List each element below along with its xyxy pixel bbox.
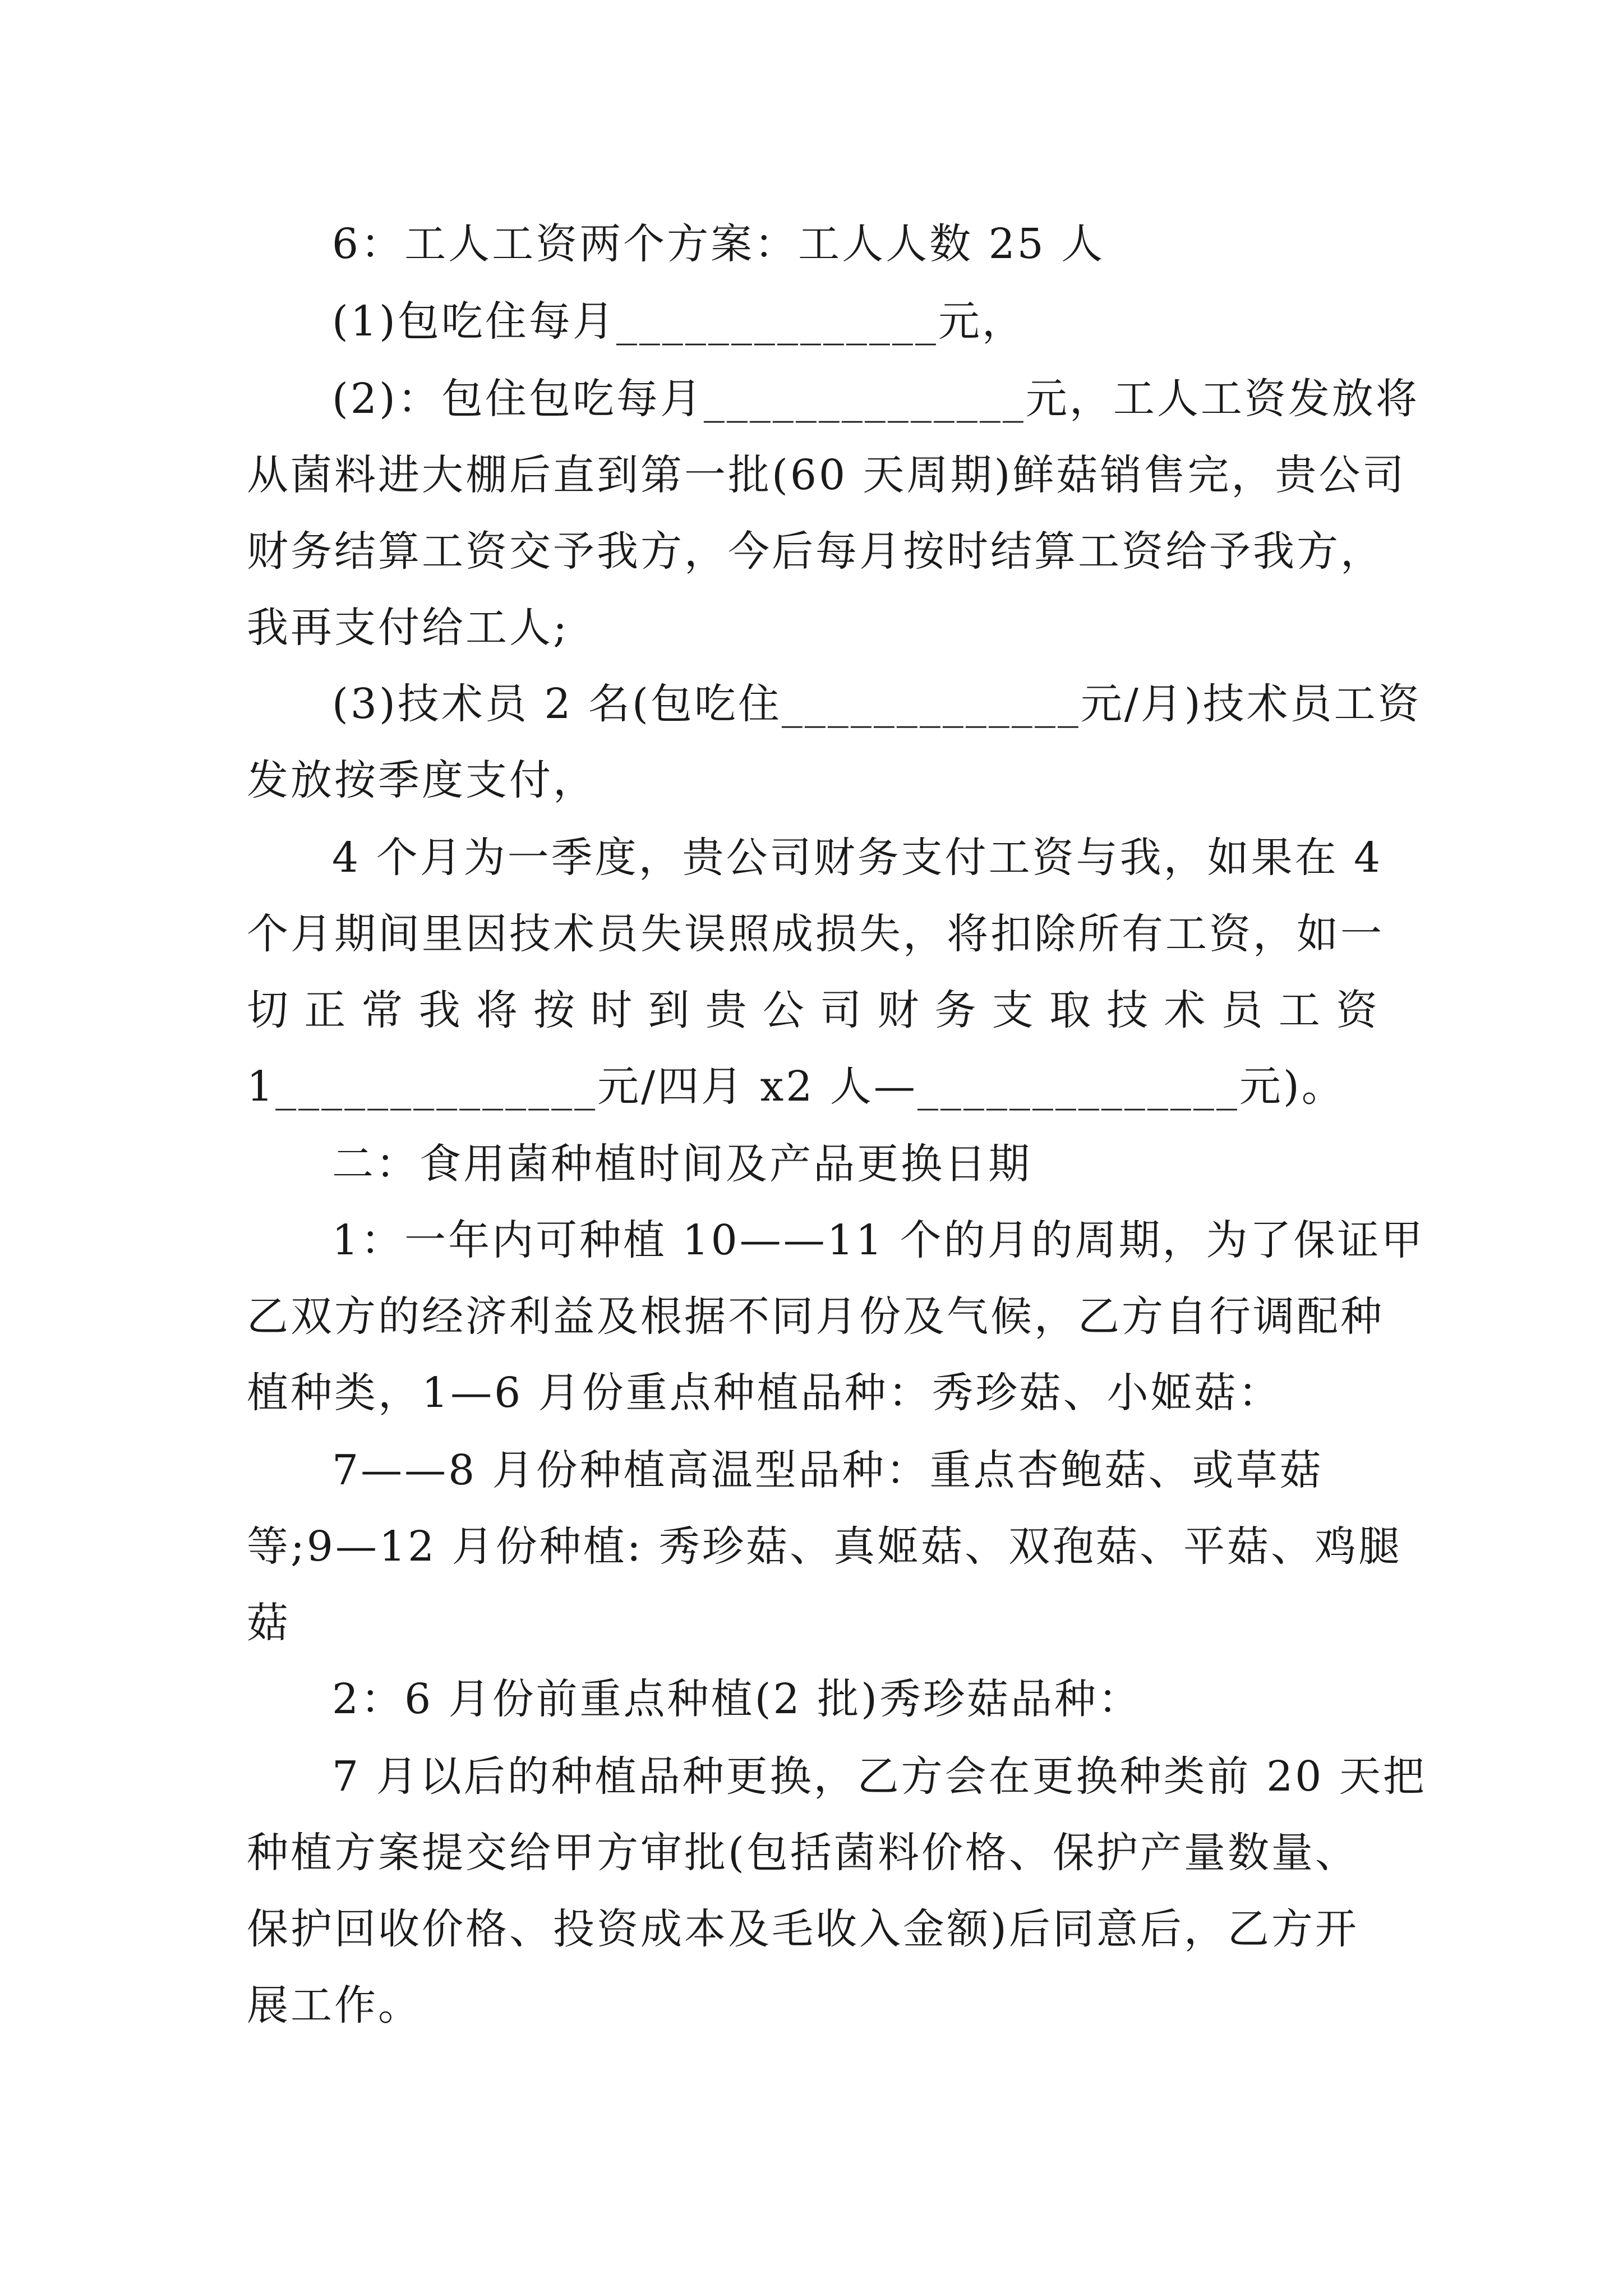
text-line: 展工作。 (247, 1981, 422, 2030)
text-line: 7 月以后的种植品种更换，乙方会在更换种类前 20 天把 (332, 1752, 1427, 1801)
text-line: 发放按季度支付， (247, 756, 597, 804)
text-line: 1______________元/四月 x2 人—______________元)。 (247, 1062, 1345, 1111)
text-line: 植种类，1—6 月份重点种植品种：秀珍菇、小姬菇： (247, 1369, 1282, 1417)
text-line: 菇 (247, 1599, 291, 1647)
text-line: (2)：包住包吃每月______________元，工人工资发放将 (332, 375, 1419, 423)
text-line: 2：6 月份前重点种植(2 批)秀珍菇品种： (332, 1675, 1142, 1723)
text-line: (3)技术员 2 名(包吃住_____________元/月)技术员工资 (332, 680, 1422, 728)
text-line: 4 个月为一季度，贵公司财务支付工资与我，如果在 4 (332, 834, 1383, 882)
text-line: 1：一年内可种植 10——11 个的月的周期，为了保证甲 (332, 1216, 1425, 1264)
text-line: 乙双方的经济利益及根据不同月份及气候，乙方自行调配种 (247, 1292, 1384, 1341)
text-line: 切正常我将按时到贵公司财务支取技术员工资 (247, 986, 1380, 1034)
text-line: 财务结算工资交予我方，今后每月按时结算工资给予我方， (247, 527, 1384, 576)
text-line: 从菌料进大棚后直到第一批(60 天周期)鲜菇销售完，贵公司 (247, 451, 1407, 499)
text-line: 7——8 月份种植高温型品种：重点杏鲍菇、或草菇 (332, 1446, 1324, 1494)
text-line: (1)包吃住每月______________元， (332, 297, 1026, 346)
section-heading: 二：食用菌种植时间及产品更换日期 (332, 1140, 1032, 1188)
text-line: 个月期间里因技术员失误照成损失，将扣除所有工资，如一 (247, 910, 1384, 958)
text-line: 保护回收价格、投资成本及毛收入金额)后同意后，乙方开 (247, 1905, 1359, 1953)
text-line: 6：工人工资两个方案：工人人数 25 人 (332, 220, 1105, 268)
text-line: 我再支付给工人; (247, 604, 569, 652)
text-line: 种植方案提交给甲方审批(包括菌料价格、保护产量数量、 (247, 1829, 1359, 1877)
text-line: 等;9—12 月份种植: 秀珍菇、真姬菇、双孢菇、平菇、鸡腿 (247, 1522, 1403, 1571)
